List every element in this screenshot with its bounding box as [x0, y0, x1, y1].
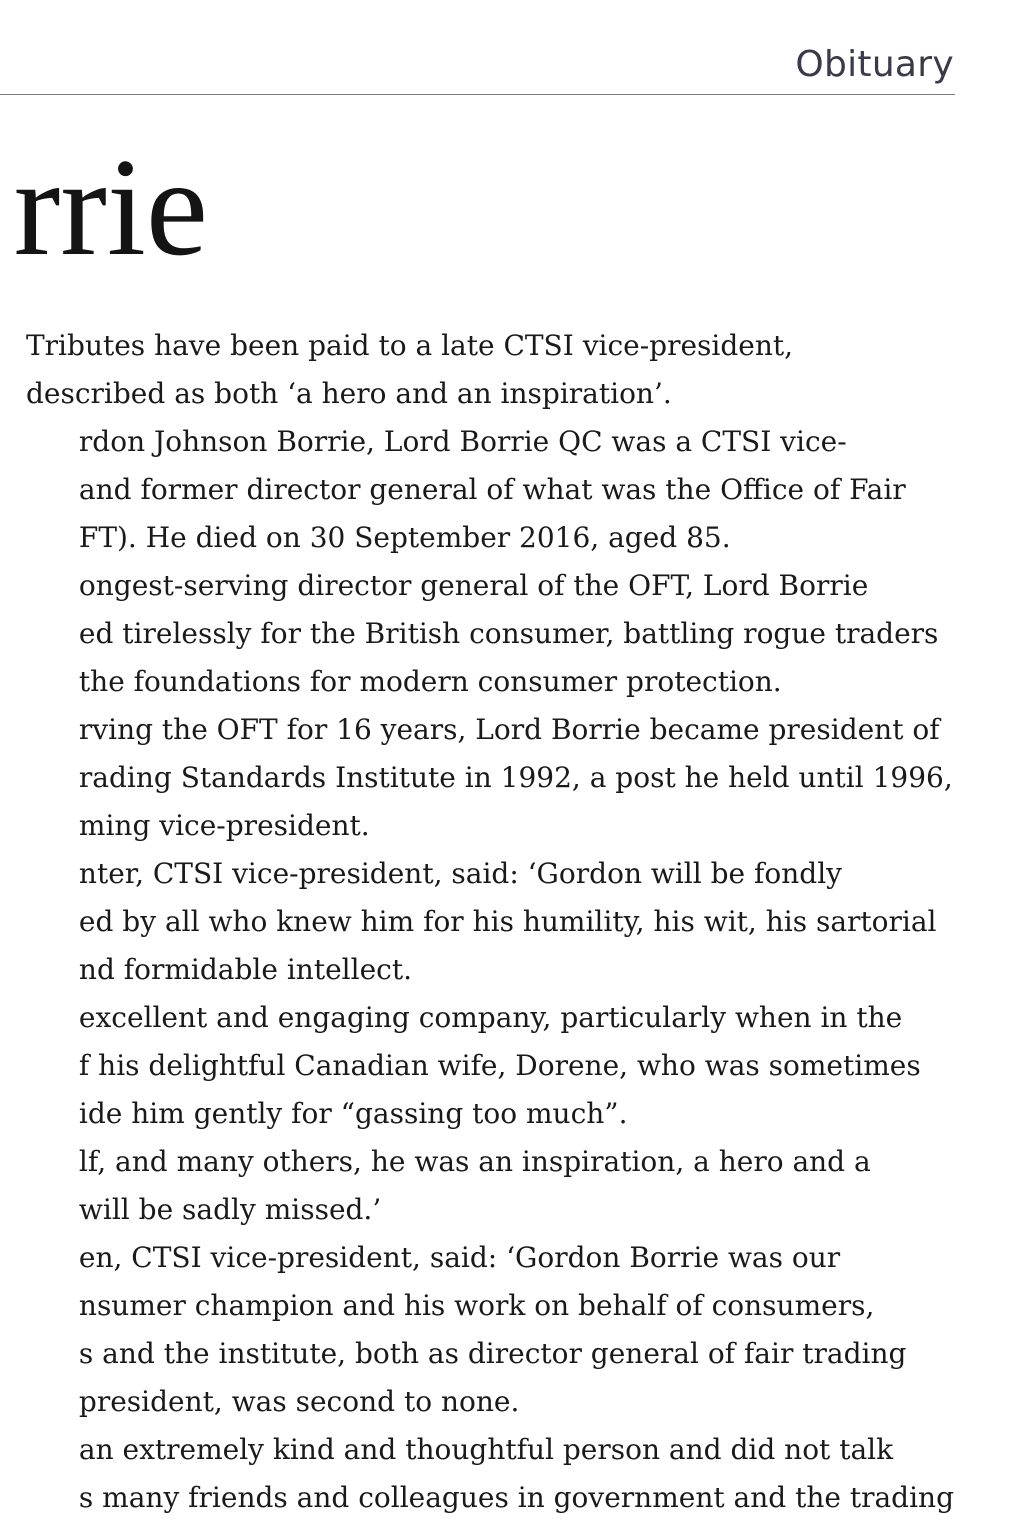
body-line: f his delightful Canadian wife, Dorene, who was sometimes: [78, 1049, 921, 1082]
body-line: s many friends and colleagues in government and the trading: [78, 1481, 954, 1514]
header-divider: [0, 94, 955, 95]
body-line: rdon Johnson Borrie, Lord Borrie QC was a CTSI vice-: [78, 425, 847, 458]
body-line: nter, CTSI vice-president, said: ‘Gordon will be fondly: [78, 857, 842, 890]
body-line: ed tirelessly for the British consumer, battling rogue traders: [78, 617, 939, 650]
article-standfirst: [26, 322, 793, 418]
body-line: will be sadly missed.’: [78, 1193, 382, 1226]
body-line: rading Standards Institute in 1992, a post he held until 1996,: [78, 761, 953, 794]
standfirst-line: described as both ‘a hero and an inspiration’.: [26, 377, 672, 410]
body-line: and former director general of what was the Office of Fair: [78, 473, 906, 506]
section-label: Obituary: [795, 44, 954, 85]
body-line: en, CTSI vice-president, said: ‘Gordon Borrie was our: [78, 1241, 841, 1274]
body-line: FT). He died on 30 September 2016, aged 85.: [78, 521, 731, 554]
body-line: an extremely kind and thoughtful person and did not talk: [78, 1433, 894, 1466]
body-line: president, was second to none.: [78, 1385, 520, 1418]
body-line: ide him gently for “gassing too much”.: [78, 1097, 628, 1130]
standfirst-line: Tributes have been paid to a late CTSI vice-president,: [26, 329, 794, 362]
body-line: lf, and many others, he was an inspiration, a hero and a: [78, 1145, 871, 1178]
article-body: [79, 418, 954, 1522]
body-line: ongest-serving director general of the OFT, Lord Borrie: [78, 569, 869, 602]
body-line: excellent and engaging company, particularly when in the: [78, 1001, 903, 1034]
body-line: rving the OFT for 16 years, Lord Borrie became president of: [78, 713, 940, 746]
body-line: nd formidable intellect.: [78, 953, 412, 986]
article-headline: rrie: [13, 130, 208, 285]
body-line: s and the institute, both as director general of fair trading: [78, 1337, 907, 1370]
body-line: ed by all who knew him for his humility, his wit, his sartorial: [78, 905, 937, 938]
body-line: ming vice-president.: [78, 809, 370, 842]
body-line: nsumer champion and his work on behalf of consumers,: [78, 1289, 875, 1322]
body-line: the foundations for modern consumer protection.: [78, 665, 782, 698]
